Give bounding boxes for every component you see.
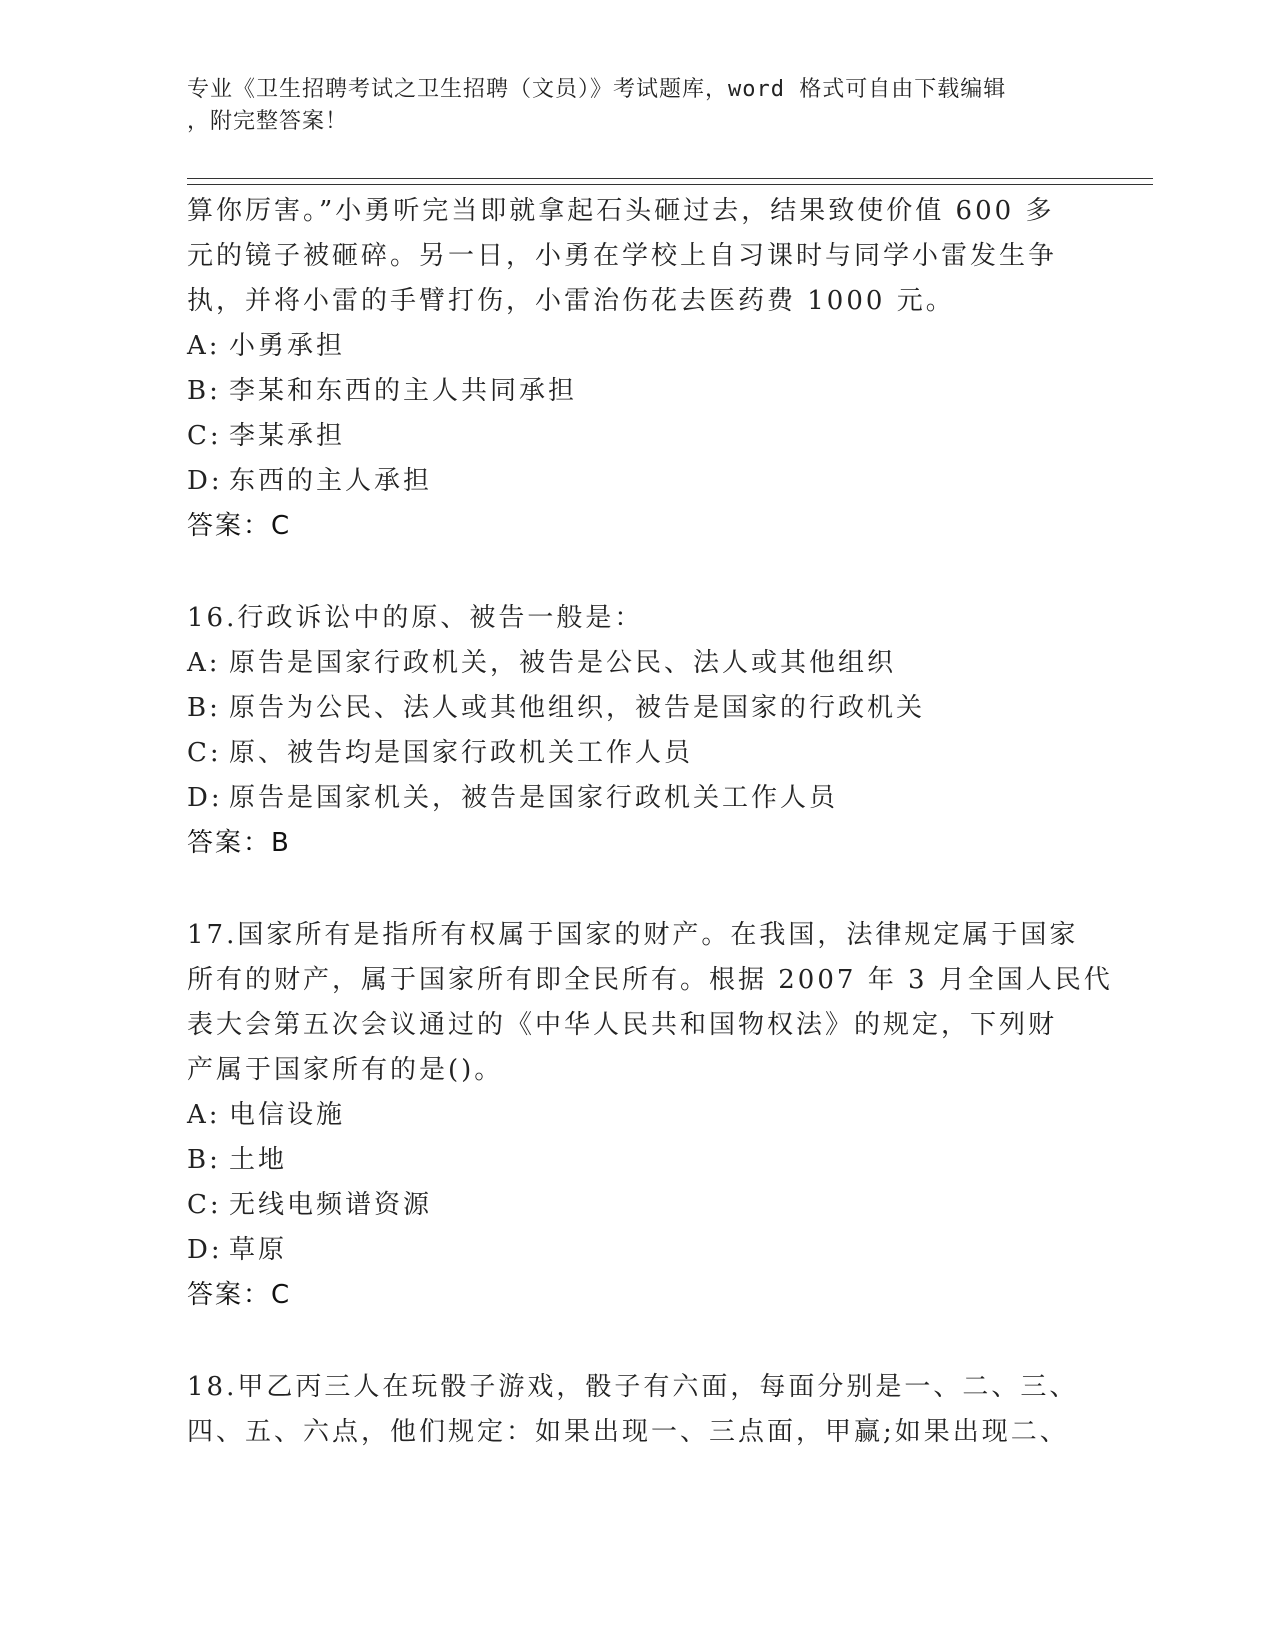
option-text: 土地	[229, 1145, 288, 1175]
question-17	[187, 913, 1113, 1318]
question-text-line: 执，并将小雷的手臂打伤，小雷治伤花去医药费 1000 元。	[187, 286, 955, 316]
option-text: 原告为公民、法人或其他组织，被告是国家的行政机关	[229, 693, 926, 723]
option-text: 原告是国家机关，被告是国家行政机关工作人员	[229, 783, 839, 813]
question-15-continuation	[187, 189, 1087, 549]
option-b	[187, 1138, 1087, 1183]
option-c	[187, 731, 1087, 776]
option-a	[187, 324, 1087, 369]
header-rule-bottom	[187, 184, 1153, 185]
option-b	[187, 369, 1087, 414]
header-rule-top	[187, 178, 1153, 179]
answer-line: 答案：C	[187, 511, 292, 541]
option-key: B:	[187, 376, 221, 406]
option-a	[187, 641, 1087, 686]
question-text-line: 所有的财产，属于国家所有即全民所有。根据 2007 年 3 月全国人民代	[187, 965, 1113, 995]
option-c	[187, 1183, 1087, 1228]
question-text-line: 18.甲乙丙三人在玩骰子游戏，骰子有六面，每面分别是一、二、三、	[187, 1372, 1079, 1402]
question-text-line: 表大会第五次会议通过的《中华人民共和国物权法》的规定，下列财	[187, 1010, 1058, 1040]
document-body	[187, 189, 1113, 1455]
question-text-line: 四、五、六点，他们规定：如果出现一、三点面，甲赢;如果出现二、	[187, 1417, 1069, 1447]
option-text: 无线电频谱资源	[229, 1190, 433, 1220]
option-text: 草原	[229, 1235, 288, 1265]
option-key: C:	[187, 738, 222, 768]
question-text-line: 16.行政诉讼中的原、被告一般是：	[187, 603, 644, 633]
option-text: 小勇承担	[229, 331, 346, 361]
option-a	[187, 1093, 1087, 1138]
option-key: D:	[187, 783, 223, 813]
option-text: 东西的主人承担	[229, 466, 433, 496]
option-text: 电信设施	[229, 1100, 346, 1130]
option-key: C:	[187, 421, 222, 451]
option-key: B:	[187, 1145, 221, 1175]
question-18	[187, 1365, 1087, 1455]
option-key: A:	[187, 648, 221, 678]
question-text-line: 17.国家所有是指所有权属于国家的财产。在我国，法律规定属于国家	[187, 920, 1079, 950]
question-16	[187, 596, 1087, 866]
answer-line: 答案：C	[187, 1280, 292, 1310]
option-key: A:	[187, 1100, 221, 1130]
question-text-line: 算你厉害。”小勇听完当即就拿起石头砸过去，结果致使价值 600 多	[187, 196, 1055, 226]
option-d	[187, 1228, 1087, 1273]
option-text: 李某和东西的主人共同承担	[229, 376, 578, 406]
option-key: C:	[187, 1190, 222, 1220]
option-c	[187, 414, 1087, 459]
page-header	[187, 74, 1067, 138]
option-key: B:	[187, 693, 221, 723]
option-text: 原告是国家行政机关，被告是公民、法人或其他组织	[229, 648, 897, 678]
option-key: D:	[187, 1235, 223, 1265]
question-spacer	[187, 1318, 1087, 1365]
question-spacer	[187, 866, 1087, 913]
header-title: 专业《卫生招聘考试之卫生招聘（文员）》考试题库，word 格式可自由下载编辑	[187, 77, 1007, 102]
header-subtitle: ，附完整答案！	[187, 109, 349, 134]
option-text: 李某承担	[229, 421, 346, 451]
option-key: A:	[187, 331, 221, 361]
option-b	[187, 686, 1087, 731]
option-text: 原、被告均是国家行政机关工作人员	[229, 738, 694, 768]
answer-line: 答案：B	[187, 828, 291, 858]
option-d	[187, 776, 1087, 821]
question-text-line: 产属于国家所有的是()。	[187, 1055, 504, 1085]
question-text-line: 元的镜子被砸碎。另一日，小勇在学校上自习课时与同学小雷发生争	[187, 241, 1058, 271]
question-spacer	[187, 549, 1087, 596]
option-d	[187, 459, 1087, 504]
option-key: D:	[187, 466, 223, 496]
